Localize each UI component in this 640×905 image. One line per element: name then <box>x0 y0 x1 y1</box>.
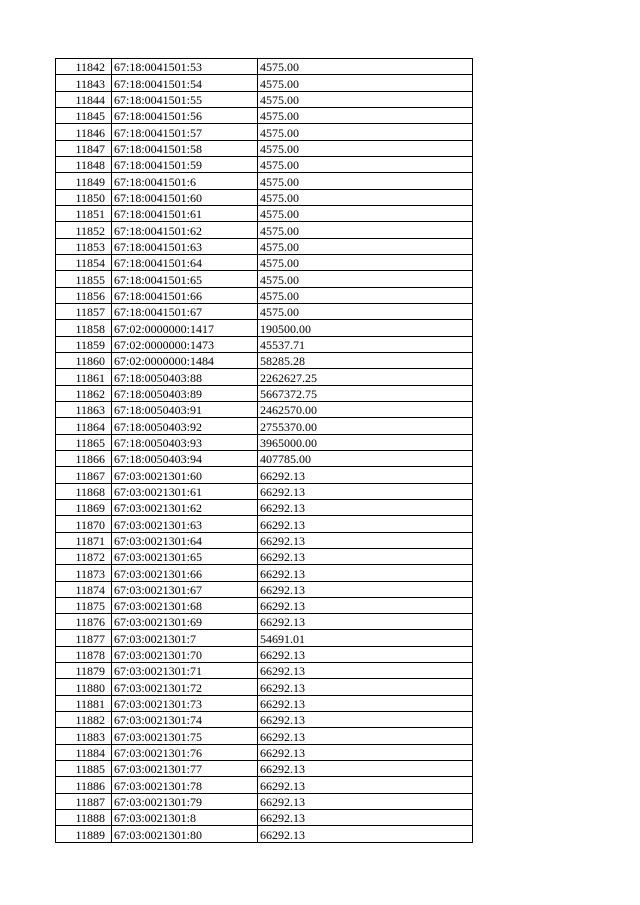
table-row <box>56 597 473 613</box>
row-number-cell: 11850 <box>56 189 112 205</box>
table-row <box>56 271 473 287</box>
table-row <box>56 499 473 515</box>
row-number-cell: 11889 <box>56 826 112 842</box>
table-row <box>56 744 473 760</box>
table-row <box>56 712 473 728</box>
row-number-cell: 11869 <box>56 499 112 515</box>
value-cell: 66292.13 <box>258 826 473 842</box>
table-row <box>56 254 473 270</box>
table-row <box>56 793 473 809</box>
cadastral-number-cell: 67:03:0021301:67 <box>112 581 258 597</box>
table-row <box>56 761 473 777</box>
value-cell: 2755370.00 <box>258 418 473 434</box>
cadastral-number-cell: 67:18:0050403:91 <box>112 401 258 417</box>
row-number-cell: 11845 <box>56 107 112 123</box>
cadastral-number-cell: 67:03:0021301:63 <box>112 516 258 532</box>
row-number-cell: 11856 <box>56 287 112 303</box>
table-row <box>56 418 473 434</box>
cadastral-number-cell: 67:02:0000000:1473 <box>112 336 258 352</box>
row-number-cell: 11873 <box>56 565 112 581</box>
cadastral-number-cell: 67:18:0041501:61 <box>112 205 258 221</box>
value-cell: 66292.13 <box>258 679 473 695</box>
table-row <box>56 516 473 532</box>
table-row <box>56 173 473 189</box>
row-number-cell: 11887 <box>56 793 112 809</box>
cadastral-number-cell: 67:18:0041501:64 <box>112 254 258 270</box>
table-row <box>56 646 473 662</box>
cadastral-number-cell: 67:03:0021301:7 <box>112 630 258 646</box>
table-row <box>56 124 473 140</box>
value-cell: 4575.00 <box>258 287 473 303</box>
value-cell: 4575.00 <box>258 189 473 205</box>
table-row <box>56 630 473 646</box>
value-cell: 4575.00 <box>258 271 473 287</box>
value-cell: 407785.00 <box>258 450 473 466</box>
row-number-cell: 11857 <box>56 303 112 319</box>
row-number-cell: 11866 <box>56 450 112 466</box>
table-row <box>56 728 473 744</box>
value-cell: 4575.00 <box>258 238 473 254</box>
value-cell: 66292.13 <box>258 467 473 483</box>
value-cell: 2462570.00 <box>258 401 473 417</box>
value-cell: 45537.71 <box>258 336 473 352</box>
table-row <box>56 695 473 711</box>
cadastral-number-cell: 67:03:0021301:68 <box>112 597 258 613</box>
value-cell: 66292.13 <box>258 516 473 532</box>
row-number-cell: 11861 <box>56 369 112 385</box>
value-cell: 4575.00 <box>258 222 473 238</box>
row-number-cell: 11853 <box>56 238 112 254</box>
cadastral-number-cell: 67:18:0041501:59 <box>112 156 258 172</box>
row-number-cell: 11868 <box>56 483 112 499</box>
table-body <box>56 59 473 843</box>
row-number-cell: 11885 <box>56 761 112 777</box>
value-cell: 66292.13 <box>258 793 473 809</box>
row-number-cell: 11847 <box>56 140 112 156</box>
value-cell: 66292.13 <box>258 483 473 499</box>
cadastral-number-cell: 67:03:0021301:74 <box>112 712 258 728</box>
row-number-cell: 11858 <box>56 320 112 336</box>
cadastral-number-cell: 67:18:0041501:57 <box>112 124 258 140</box>
cadastral-number-cell: 67:18:0041501:56 <box>112 107 258 123</box>
table-row <box>56 287 473 303</box>
value-cell: 66292.13 <box>258 695 473 711</box>
cadastral-number-cell: 67:03:0021301:75 <box>112 728 258 744</box>
row-number-cell: 11886 <box>56 777 112 793</box>
value-cell: 4575.00 <box>258 91 473 107</box>
row-number-cell: 11855 <box>56 271 112 287</box>
table-row <box>56 205 473 221</box>
table-row <box>56 467 473 483</box>
value-cell: 4575.00 <box>258 205 473 221</box>
cadastral-number-cell: 67:03:0021301:77 <box>112 761 258 777</box>
cadastral-number-cell: 67:18:0050403:94 <box>112 450 258 466</box>
value-cell: 54691.01 <box>258 630 473 646</box>
row-number-cell: 11872 <box>56 548 112 564</box>
cadastral-number-cell: 67:03:0021301:69 <box>112 614 258 630</box>
table-row <box>56 107 473 123</box>
cadastral-number-cell: 67:18:0041501:62 <box>112 222 258 238</box>
cadastral-number-cell: 67:03:0021301:72 <box>112 679 258 695</box>
table-row <box>56 434 473 450</box>
cadastral-number-cell: 67:18:0050403:88 <box>112 369 258 385</box>
row-number-cell: 11871 <box>56 532 112 548</box>
row-number-cell: 11863 <box>56 401 112 417</box>
table-row <box>56 401 473 417</box>
value-cell: 66292.13 <box>258 532 473 548</box>
value-cell: 58285.28 <box>258 352 473 368</box>
row-number-cell: 11843 <box>56 75 112 91</box>
row-number-cell: 11851 <box>56 205 112 221</box>
value-cell: 190500.00 <box>258 320 473 336</box>
table-row <box>56 565 473 581</box>
row-number-cell: 11848 <box>56 156 112 172</box>
cadastral-number-cell: 67:03:0021301:60 <box>112 467 258 483</box>
row-number-cell: 11875 <box>56 597 112 613</box>
cadastral-number-cell: 67:03:0021301:61 <box>112 483 258 499</box>
cadastral-number-cell: 67:03:0021301:62 <box>112 499 258 515</box>
data-table <box>55 58 473 843</box>
cadastral-number-cell: 67:03:0021301:8 <box>112 810 258 826</box>
cadastral-number-cell: 67:18:0041501:67 <box>112 303 258 319</box>
table-row <box>56 320 473 336</box>
value-cell: 4575.00 <box>258 124 473 140</box>
row-number-cell: 11846 <box>56 124 112 140</box>
value-cell: 66292.13 <box>258 581 473 597</box>
cadastral-number-cell: 67:18:0050403:89 <box>112 385 258 401</box>
cadastral-number-cell: 67:18:0041501:63 <box>112 238 258 254</box>
cadastral-number-cell: 67:18:0041501:66 <box>112 287 258 303</box>
row-number-cell: 11864 <box>56 418 112 434</box>
row-number-cell: 11884 <box>56 744 112 760</box>
value-cell: 66292.13 <box>258 744 473 760</box>
cadastral-number-cell: 67:03:0021301:76 <box>112 744 258 760</box>
value-cell: 66292.13 <box>258 597 473 613</box>
cadastral-number-cell: 67:03:0021301:65 <box>112 548 258 564</box>
table-row <box>56 140 473 156</box>
table-row <box>56 91 473 107</box>
table-row <box>56 810 473 826</box>
value-cell: 4575.00 <box>258 75 473 91</box>
row-number-cell: 11883 <box>56 728 112 744</box>
row-number-cell: 11862 <box>56 385 112 401</box>
value-cell: 5667372.75 <box>258 385 473 401</box>
value-cell: 66292.13 <box>258 712 473 728</box>
value-cell: 66292.13 <box>258 728 473 744</box>
table-row <box>56 581 473 597</box>
row-number-cell: 11874 <box>56 581 112 597</box>
cadastral-number-cell: 67:18:0041501:54 <box>112 75 258 91</box>
row-number-cell: 11867 <box>56 467 112 483</box>
value-cell: 66292.13 <box>258 810 473 826</box>
value-cell: 4575.00 <box>258 59 473 75</box>
table-row <box>56 303 473 319</box>
table-row <box>56 663 473 679</box>
row-number-cell: 11852 <box>56 222 112 238</box>
row-number-cell: 11877 <box>56 630 112 646</box>
table-row <box>56 777 473 793</box>
row-number-cell: 11876 <box>56 614 112 630</box>
table-row <box>56 548 473 564</box>
cadastral-number-cell: 67:18:0041501:55 <box>112 91 258 107</box>
cadastral-number-cell: 67:03:0021301:71 <box>112 663 258 679</box>
cadastral-number-cell: 67:18:0041501:53 <box>112 59 258 75</box>
value-cell: 4575.00 <box>258 173 473 189</box>
value-cell: 66292.13 <box>258 548 473 564</box>
table-row <box>56 679 473 695</box>
row-number-cell: 11870 <box>56 516 112 532</box>
cadastral-number-cell: 67:03:0021301:78 <box>112 777 258 793</box>
value-cell: 4575.00 <box>258 303 473 319</box>
row-number-cell: 11878 <box>56 646 112 662</box>
row-number-cell: 11842 <box>56 59 112 75</box>
cadastral-number-cell: 67:18:0041501:58 <box>112 140 258 156</box>
value-cell: 66292.13 <box>258 614 473 630</box>
table-row <box>56 336 473 352</box>
row-number-cell: 11888 <box>56 810 112 826</box>
cadastral-number-cell: 67:18:0041501:60 <box>112 189 258 205</box>
row-number-cell: 11881 <box>56 695 112 711</box>
value-cell: 66292.13 <box>258 565 473 581</box>
table-row <box>56 614 473 630</box>
cadastral-number-cell: 67:03:0021301:79 <box>112 793 258 809</box>
row-number-cell: 11865 <box>56 434 112 450</box>
row-number-cell: 11859 <box>56 336 112 352</box>
table-row <box>56 156 473 172</box>
cadastral-number-cell: 67:02:0000000:1484 <box>112 352 258 368</box>
cadastral-number-cell: 67:03:0021301:73 <box>112 695 258 711</box>
table-row <box>56 385 473 401</box>
table-row <box>56 222 473 238</box>
table-row <box>56 75 473 91</box>
cadastral-number-cell: 67:18:0041501:65 <box>112 271 258 287</box>
row-number-cell: 11879 <box>56 663 112 679</box>
cadastral-number-cell: 67:03:0021301:70 <box>112 646 258 662</box>
table-row <box>56 826 473 842</box>
row-number-cell: 11860 <box>56 352 112 368</box>
value-cell: 4575.00 <box>258 107 473 123</box>
row-number-cell: 11880 <box>56 679 112 695</box>
table-row <box>56 450 473 466</box>
cadastral-number-cell: 67:03:0021301:80 <box>112 826 258 842</box>
cadastral-number-cell: 67:18:0050403:93 <box>112 434 258 450</box>
value-cell: 66292.13 <box>258 777 473 793</box>
value-cell: 4575.00 <box>258 156 473 172</box>
value-cell: 4575.00 <box>258 140 473 156</box>
cadastral-number-cell: 67:02:0000000:1417 <box>112 320 258 336</box>
row-number-cell: 11844 <box>56 91 112 107</box>
cadastral-number-cell: 67:03:0021301:66 <box>112 565 258 581</box>
table-row <box>56 238 473 254</box>
cadastral-number-cell: 67:18:0041501:6 <box>112 173 258 189</box>
table-row <box>56 483 473 499</box>
table-row <box>56 352 473 368</box>
table-row <box>56 59 473 75</box>
value-cell: 66292.13 <box>258 663 473 679</box>
table-row <box>56 532 473 548</box>
table-row <box>56 189 473 205</box>
value-cell: 66292.13 <box>258 499 473 515</box>
table-row <box>56 369 473 385</box>
row-number-cell: 11849 <box>56 173 112 189</box>
value-cell: 66292.13 <box>258 646 473 662</box>
cadastral-number-cell: 67:18:0050403:92 <box>112 418 258 434</box>
value-cell: 2262627.25 <box>258 369 473 385</box>
value-cell: 4575.00 <box>258 254 473 270</box>
cadastral-number-cell: 67:03:0021301:64 <box>112 532 258 548</box>
row-number-cell: 11854 <box>56 254 112 270</box>
value-cell: 3965000.00 <box>258 434 473 450</box>
row-number-cell: 11882 <box>56 712 112 728</box>
value-cell: 66292.13 <box>258 761 473 777</box>
